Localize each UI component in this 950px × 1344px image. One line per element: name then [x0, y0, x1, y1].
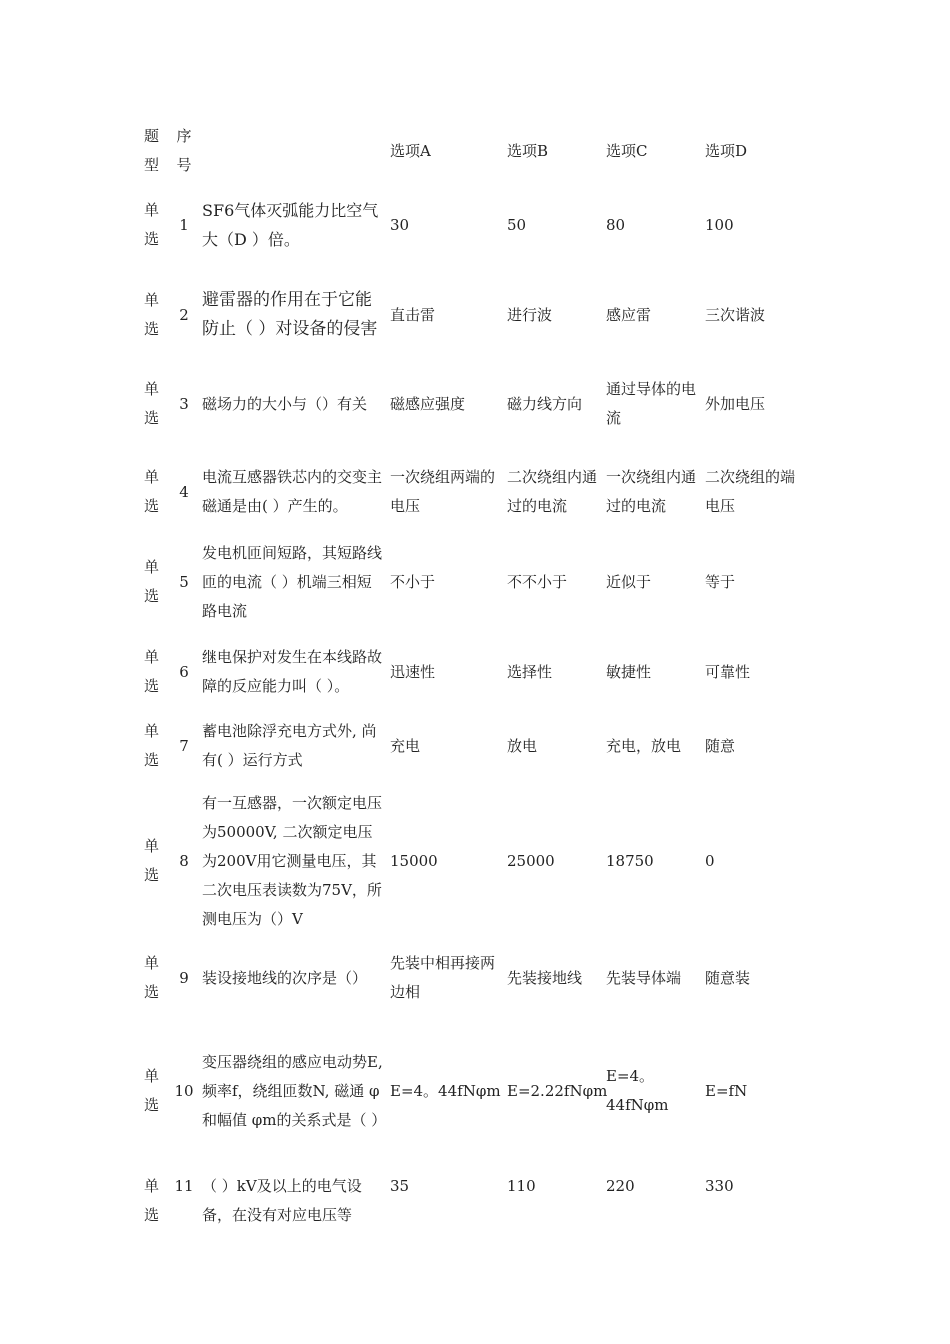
option-d: 随意装	[705, 968, 751, 987]
question-text: 磁场力的大小与（）有关	[202, 394, 368, 413]
table-row	[140, 776, 800, 946]
table-header-row	[140, 122, 800, 180]
question-text: 发电机匝间短路，其短路线匝的电流（ ）机端三相短路电流	[202, 543, 383, 620]
header-type: 题型	[144, 127, 160, 174]
option-a: 35	[390, 1177, 410, 1195]
option-b: 二次绕组内通过的电流	[507, 468, 598, 515]
header-option-d: 选项D	[705, 141, 748, 160]
question-text: （ ）kV及以上的电气设备，在没有对应电压等	[202, 1177, 362, 1224]
option-c: 通过导体的电流	[606, 380, 697, 427]
option-a: 15000	[390, 851, 438, 870]
option-a: E=4。44fNφm	[390, 1081, 501, 1100]
option-c: 一次绕组内通过的电流	[606, 468, 697, 515]
option-b: E=2.22fNφm	[507, 1081, 608, 1100]
option-b: 选择性	[507, 662, 553, 681]
table-row	[140, 946, 800, 1010]
option-b: 磁力线方向	[507, 394, 583, 413]
question-number: 4	[179, 482, 189, 501]
question-text: 有一互感器，一次额定电压为50000V, 二次额定电压为200V用它测量电压，其二次电压表读数为75V，所测电压为（）V	[202, 793, 383, 928]
header-question	[198, 122, 390, 180]
header-num: 序号	[176, 127, 192, 174]
option-d: 三次谐波	[705, 305, 766, 324]
question-text: 变压器绕组的感应电动势E, 频率f，绕组匝数N, 磁通 φ 和幅值 φm的关系式是（ ）	[202, 1052, 387, 1129]
question-text: 装设接地线的次序是（）	[202, 968, 368, 987]
table-row	[140, 536, 800, 628]
option-b: 110	[507, 1177, 536, 1195]
option-a: 充电	[390, 736, 421, 755]
option-a: 不小于	[390, 572, 436, 591]
option-b: 50	[507, 215, 527, 234]
option-c: E=4。44fNφm	[606, 1067, 669, 1114]
table-row	[140, 1010, 800, 1172]
option-a: 一次绕组两端的电压	[390, 468, 496, 515]
option-b: 不不小于	[507, 572, 568, 591]
option-a: 磁感应强度	[390, 394, 466, 413]
question-type: 单选	[144, 558, 160, 605]
question-table	[140, 122, 800, 1230]
option-b: 进行波	[507, 305, 553, 324]
question-number: 2	[179, 305, 189, 324]
option-d: 随意	[705, 736, 736, 755]
option-a: 迅速性	[390, 662, 436, 681]
table-row	[140, 1172, 800, 1230]
table-row	[140, 180, 800, 270]
question-number: 9	[179, 968, 189, 987]
option-a: 直击雷	[390, 305, 436, 324]
question-text: 避雷器的作用在于它能防止（ ）对设备的侵害	[202, 290, 378, 339]
option-b: 先装接地线	[507, 968, 583, 987]
table-row	[140, 448, 800, 536]
question-text: 继电保护对发生在本线路故障的反应能力叫（ ）。	[202, 648, 383, 695]
question-number: 8	[179, 851, 189, 870]
option-c: 220	[606, 1177, 635, 1195]
question-type: 单选	[144, 380, 160, 427]
header-option-a: 选项A	[390, 141, 431, 160]
table-row	[140, 270, 800, 360]
table-row	[140, 628, 800, 716]
option-b: 放电	[507, 736, 538, 755]
option-b: 25000	[507, 851, 555, 870]
option-c: 充电，放电	[606, 736, 682, 755]
question-type: 单选	[144, 468, 160, 515]
option-c: 先装导体端	[606, 968, 682, 987]
option-d: E=fN	[705, 1081, 748, 1100]
table-row	[140, 716, 800, 776]
header-option-c: 选项C	[606, 141, 648, 160]
option-a: 先装中相再接两边相	[390, 954, 496, 1001]
question-type: 单选	[144, 954, 160, 1001]
option-d: 外加电压	[705, 394, 766, 413]
question-text: SF6气体灭弧能力比空气大（D ）倍。	[202, 201, 379, 249]
option-c: 感应雷	[606, 305, 652, 324]
option-c: 近似于	[606, 572, 652, 591]
option-d: 330	[705, 1177, 734, 1195]
question-number: 6	[179, 662, 189, 681]
option-a: 30	[390, 215, 410, 234]
option-d: 等于	[705, 572, 736, 591]
question-type: 单选	[144, 648, 160, 695]
question-number: 7	[179, 736, 189, 755]
question-type: 单选	[144, 291, 160, 338]
question-text: 蓄电池除浮充电方式外, 尚有( ）运行方式	[202, 722, 377, 769]
question-number: 10	[174, 1081, 194, 1100]
header-option-b: 选项B	[507, 141, 549, 160]
question-type: 单选	[144, 201, 160, 248]
question-type: 单选	[144, 1177, 160, 1224]
question-number: 3	[179, 394, 189, 413]
option-c: 18750	[606, 851, 654, 870]
question-type: 单选	[144, 837, 160, 884]
option-d: 可靠性	[705, 662, 751, 681]
question-number: 11	[174, 1177, 194, 1195]
question-text: 电流互感器铁芯内的交变主磁通是由( ）产生的。	[202, 468, 383, 515]
option-c: 80	[606, 215, 626, 234]
question-type: 单选	[144, 1067, 160, 1114]
option-d: 二次绕组的端电压	[705, 468, 796, 515]
question-number: 5	[179, 572, 189, 591]
question-number: 1	[179, 215, 189, 234]
table-row	[140, 360, 800, 448]
option-d: 0	[705, 851, 715, 870]
question-type: 单选	[144, 722, 160, 769]
option-c: 敏捷性	[606, 662, 652, 681]
option-d: 100	[705, 215, 734, 234]
